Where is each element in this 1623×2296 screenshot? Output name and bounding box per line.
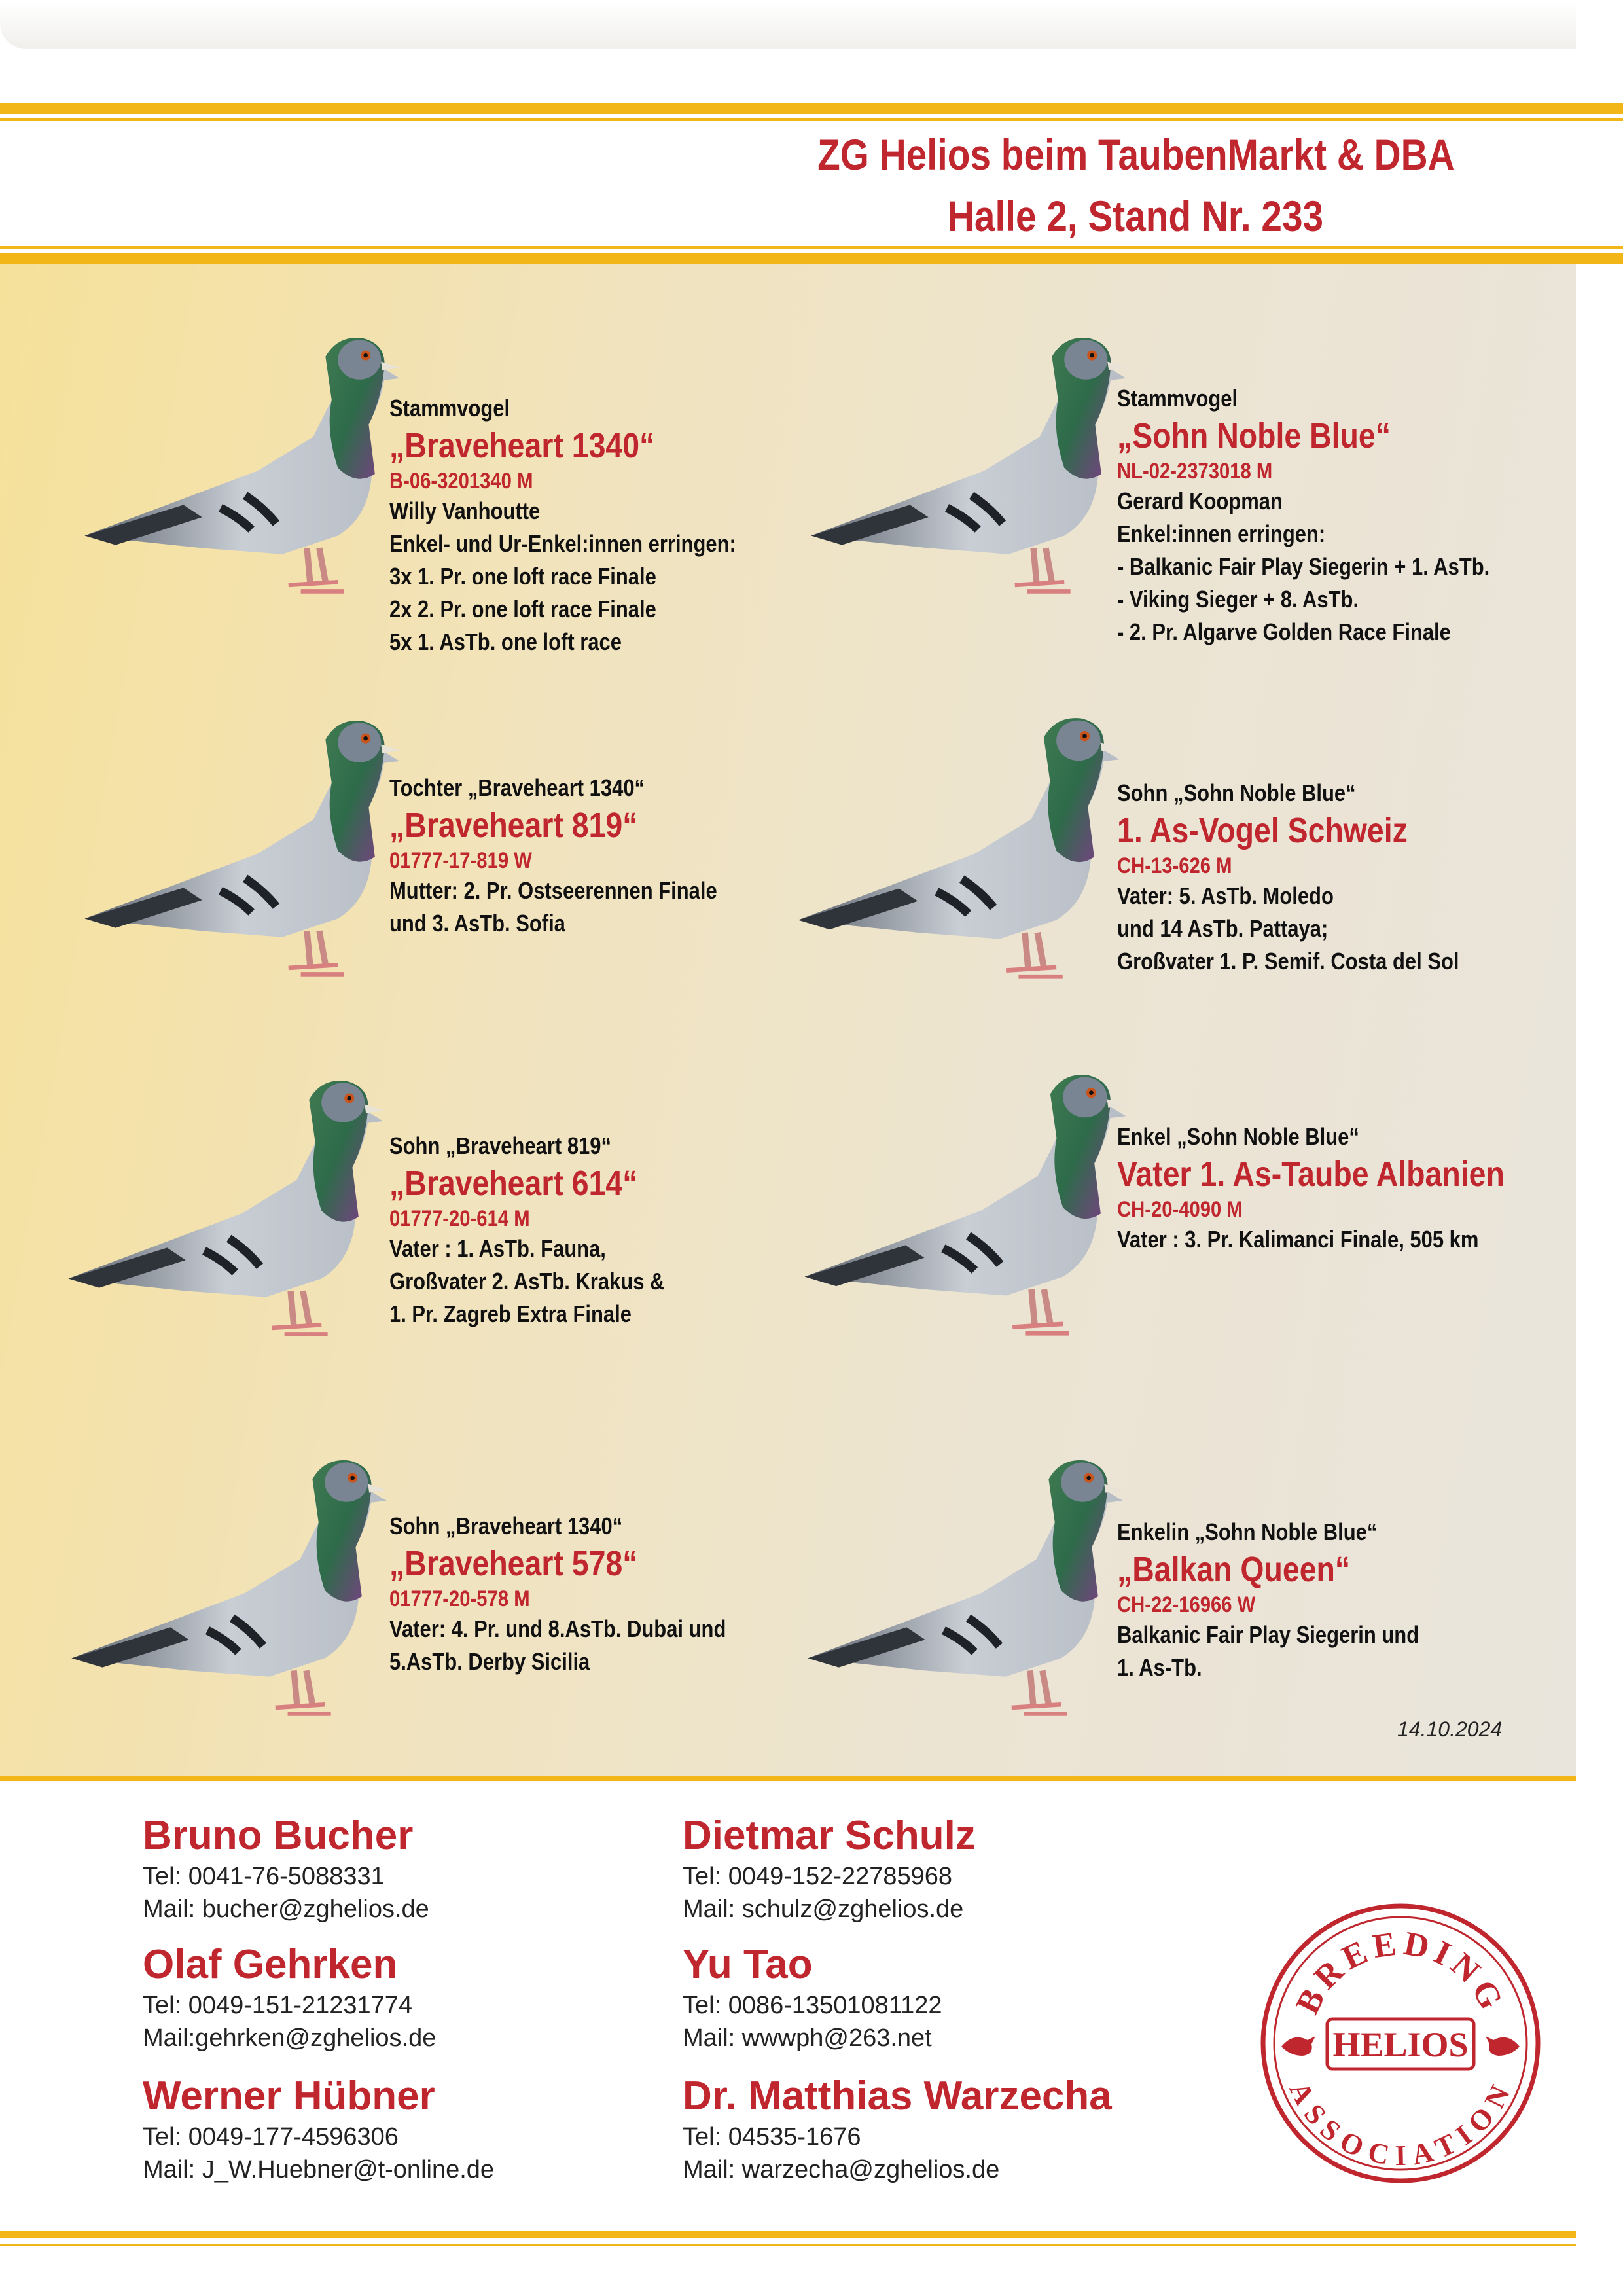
bird-name: 1. As-Vogel Schweiz	[1117, 811, 1408, 850]
pigeon-image-braveheart-819	[79, 694, 406, 1001]
bird-entry-as-vogel-schweiz	[1117, 778, 1515, 978]
pigeon-image-vater-as-taube-albanien	[798, 1047, 1132, 1361]
bird-label: Stammvogel	[1117, 385, 1238, 412]
bottom-band-1	[0, 2231, 1576, 2238]
contact-tel: Tel: 0041-76-5088331	[143, 1863, 385, 1890]
bird-line: - 2. Pr. Algarve Golden Race Finale	[1117, 619, 1451, 645]
contact-name: Dietmar Schulz	[683, 1813, 976, 1858]
bird-label: Stammvogel	[389, 395, 510, 422]
bird-ring: CH-20-4090 M	[1117, 1197, 1243, 1222]
bird-line: 1. As-Tb.	[1117, 1654, 1202, 1681]
bird-ring: 01777-20-578 M	[389, 1587, 530, 1611]
bird-name: Vater 1. As-Taube Albanien	[1117, 1155, 1505, 1194]
contact-mail[interactable]: Mail:gehrken@zghelios.de	[143, 2024, 437, 2052]
svg-text:ASSOCIATION: ASSOCIATION	[1283, 2077, 1518, 2172]
bird-name: „Braveheart 614“	[389, 1164, 638, 1203]
pigeon-image-sohn-noble-blue	[805, 308, 1132, 622]
bird-name: „Sohn Noble Blue“	[1117, 416, 1391, 456]
bird-entry-vater-as-taube-albanien	[1117, 1121, 1567, 1256]
bird-line: Vater: 4. Pr. und 8.AsTb. Dubai und	[389, 1615, 726, 1642]
contact-werner-huebner	[143, 2072, 494, 2186]
bird-line: Enkel:innen erringen:	[1117, 520, 1326, 547]
header-title: ZG Helios beim TaubenMarkt & DBA	[817, 130, 1455, 179]
svg-text:BREEDING: BREEDING	[1289, 1924, 1512, 2020]
bird-entry-braveheart-1340	[389, 393, 793, 658]
contact-name: Dr. Matthias Warzecha	[683, 2073, 1112, 2119]
contact-tel: Tel: 04535-1676	[683, 2123, 861, 2151]
bird-line: Großvater 2. AsTb. Krakus &	[389, 1268, 665, 1295]
contact-mail[interactable]: Mail: bucher@zghelios.de	[143, 1895, 429, 1923]
contact-name: Yu Tao	[683, 1942, 813, 1987]
bird-line: Enkel- und Ur-Enkel:innen erringen:	[389, 530, 736, 557]
pigeon-image-braveheart-614	[62, 1044, 389, 1371]
contact-name: Werner Hübner	[143, 2073, 435, 2119]
bird-line: 2x 2. Pr. one loft race Finale	[389, 596, 656, 622]
bird-line: Willy Vanhoutte	[389, 497, 541, 524]
bird-entry-braveheart-614	[389, 1130, 709, 1331]
bird-entry-balkan-queen	[1117, 1516, 1468, 1684]
bird-label: Enkel „Sohn Noble Blue“	[1117, 1123, 1359, 1150]
header-band-top	[0, 103, 1623, 114]
bird-label: Tochter „Braveheart 1340“	[389, 774, 645, 801]
bird-ring: NL-02-2373018 M	[1117, 459, 1273, 484]
contact-name: Bruno Bucher	[143, 1813, 414, 1858]
bird-line: Vater : 1. AsTb. Fauna,	[389, 1235, 606, 1262]
bottom-band-2	[0, 2244, 1576, 2246]
pigeon-image-braveheart-578	[65, 1430, 393, 1744]
header-rule-bottom	[0, 246, 1623, 249]
bird-entry-sohn-noble-blue	[1117, 383, 1550, 649]
contact-tel: Tel: 0049-152-22785968	[683, 1863, 953, 1890]
bird-entry-braveheart-819	[389, 772, 770, 940]
contact-mail[interactable]: Mail: schulz@zghelios.de	[683, 1895, 964, 1923]
bird-line: - Balkanic Fair Play Siegerin + 1. AsTb.	[1117, 553, 1490, 580]
header-band-bottom	[0, 253, 1623, 264]
bird-line: Balkanic Fair Play Siegerin und	[1117, 1621, 1419, 1648]
contact-tel: Tel: 0049-177-4596306	[143, 2123, 399, 2151]
contact-mail[interactable]: Mail: wwwph@263.net	[683, 2024, 932, 2052]
pigeon-image-balkan-queen	[802, 1430, 1129, 1744]
bird-ring: CH-13-626 M	[1117, 853, 1232, 878]
header-subtitle: Halle 2, Stand Nr. 233	[947, 192, 1324, 240]
bird-label: Sohn „Braveheart 819“	[389, 1132, 611, 1159]
bird-ring: B-06-3201340 M	[389, 469, 533, 493]
bird-line: 5x 1. AsTb. one loft race	[389, 628, 622, 655]
pigeon-image-as-vogel-schweiz	[792, 691, 1126, 1005]
bird-name: „Braveheart 1340“	[389, 426, 655, 465]
bird-entry-braveheart-578	[389, 1511, 781, 1678]
contact-bruno-bucher	[143, 1812, 429, 1926]
bird-ring: CH-22-16966 W	[1117, 1592, 1256, 1617]
bird-line: 5.AsTb. Derby Sicilia	[389, 1648, 590, 1675]
contact-dietmar-schulz	[683, 1812, 976, 1926]
bird-name: „Braveheart 819“	[389, 806, 638, 845]
date-stamp: 14.10.2024	[1397, 1717, 1503, 1741]
bird-label: Sohn „Sohn Noble Blue“	[1117, 780, 1356, 806]
pigeon-image-braveheart-1340	[79, 304, 406, 625]
bird-name: „Balkan Queen“	[1117, 1550, 1351, 1589]
bird-name: „Braveheart 578“	[389, 1544, 638, 1583]
contact-tel: Tel: 0049-151-21231774	[143, 1992, 413, 2019]
bird-line: Gerard Koopman	[1117, 488, 1283, 514]
bird-line: Vater: 5. AsTb. Moledo	[1117, 882, 1334, 909]
bird-line: und 3. AsTb. Sofia	[389, 910, 565, 937]
contact-matthias-warzecha	[683, 2072, 1112, 2186]
bird-ring: 01777-17-819 W	[389, 848, 532, 873]
bird-label: Sohn „Braveheart 1340“	[389, 1513, 623, 1539]
bird-line: Mutter: 2. Pr. Ostseerennen Finale	[389, 877, 717, 904]
header-rule-top	[0, 118, 1623, 121]
contact-mail[interactable]: Mail: J_W.Huebner@t-online.de	[143, 2156, 495, 2183]
bird-line: 3x 1. Pr. one loft race Finale	[389, 563, 656, 590]
breeding-association-seal-logo	[1257, 1899, 1544, 2187]
contact-mail[interactable]: Mail: warzecha@zghelios.de	[683, 2156, 1000, 2183]
top-strip	[0, 0, 1576, 49]
bird-line: und 14 AsTb. Pattaya;	[1117, 915, 1329, 942]
contact-yu-tao	[683, 1941, 942, 2054]
seal-center-text: HELIOS	[1332, 2025, 1469, 2064]
bird-line: Großvater 1. P. Semif. Costa del Sol	[1117, 948, 1459, 975]
contact-olaf-gehrken	[143, 1941, 436, 2054]
bird-line: 1. Pr. Zagreb Extra Finale	[389, 1300, 632, 1327]
bird-ring: 01777-20-614 M	[389, 1206, 530, 1231]
footer-band-top	[0, 1776, 1576, 1781]
bird-line: - Viking Sieger + 8. AsTb.	[1117, 586, 1359, 613]
contact-name: Olaf Gehrken	[143, 1942, 398, 1987]
bird-label: Enkelin „Sohn Noble Blue“	[1117, 1518, 1378, 1545]
contact-tel: Tel: 0086-13501081122	[683, 1992, 942, 2019]
bird-line: Vater : 3. Pr. Kalimanci Finale, 505 km	[1117, 1226, 1479, 1253]
